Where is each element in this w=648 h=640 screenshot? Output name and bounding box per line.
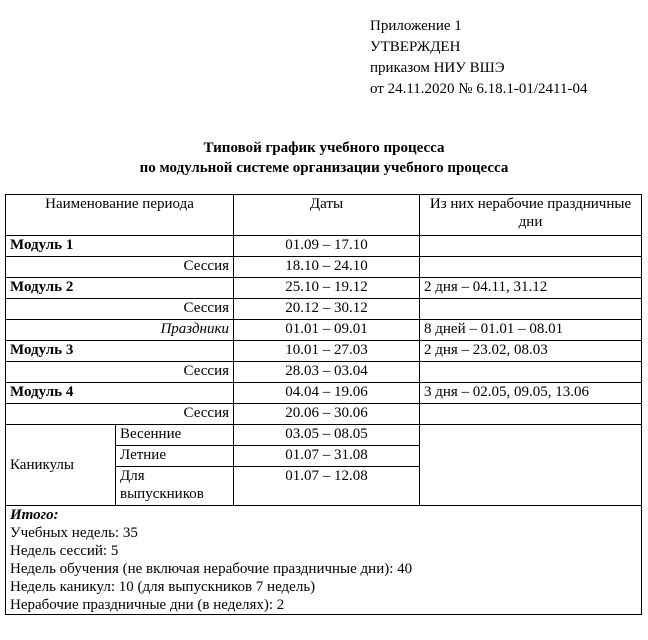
table-header-row (6, 195, 642, 236)
row-holidays: 3 дня – 02.05, 09.05, 13.06 (420, 383, 642, 404)
row-dates: 18.10 – 24.10 (234, 257, 420, 278)
row-period-name: Сессия (6, 404, 234, 425)
totals-line: Недель сессий: 5 (10, 543, 119, 559)
row-dates: 28.03 – 03.04 (234, 362, 420, 383)
row-period-name: Сессия (6, 299, 234, 320)
row-period-name: Модуль 1 (6, 236, 234, 257)
vacation-dates: 01.07 – 31.08 (234, 446, 420, 467)
row-holidays (420, 404, 642, 425)
table-row (6, 320, 642, 341)
totals-line: Нерабочие праздничные дни (в неделях): 2 (10, 597, 285, 613)
header-period: Наименование периода (6, 195, 234, 236)
row-holidays (420, 257, 642, 278)
row-period-name: Модуль 3 (6, 341, 234, 362)
row-period-name: Сессия (6, 362, 234, 383)
header-holidays: Из них нерабочие праздничные дни (420, 195, 642, 236)
approval-order: приказом НИУ ВШЭ (370, 60, 505, 76)
row-dates: 20.06 – 30.06 (234, 404, 420, 425)
vacation-dates: 03.05 – 08.05 (234, 425, 420, 446)
row-holidays: 2 дня – 23.02, 08.03 (420, 341, 642, 362)
row-dates: 20.12 – 30.12 (234, 299, 420, 320)
row-dates: 25.10 – 19.12 (234, 278, 420, 299)
row-holidays: 8 дней – 01.01 – 08.01 (420, 320, 642, 341)
approval-block (370, 16, 587, 100)
approval-appendix: Приложение 1 (370, 18, 462, 34)
header-dates: Даты (234, 195, 420, 236)
approval-date-number: от 24.11.2020 № 6.18.1-01/2411-04 (370, 81, 588, 97)
vacation-dates: 01.07 – 12.08 (234, 467, 420, 506)
totals-cell (6, 506, 642, 615)
totals-line: Недель каникул: 10 (для выпускников 7 недель) (10, 579, 316, 595)
table-row (6, 362, 642, 383)
row-holidays (420, 299, 642, 320)
schedule-table (5, 194, 642, 615)
totals-line: Учебных недель: 35 (10, 525, 138, 541)
row-dates: 10.01 – 27.03 (234, 341, 420, 362)
row-period-name: Праздники (6, 320, 234, 341)
approval-approved: УТВЕРЖДЕН (370, 39, 461, 55)
totals-row (6, 506, 642, 615)
document-title (0, 138, 648, 178)
table-row (6, 278, 642, 299)
totals-heading: Итого: (10, 507, 59, 523)
row-dates: 01.09 – 17.10 (234, 236, 420, 257)
row-holidays: 2 дня – 04.11, 31.12 (420, 278, 642, 299)
row-period-name: Модуль 2 (6, 278, 234, 299)
totals-line: Недель обучения (не включая нерабочие праздничные дни): 40 (10, 561, 413, 577)
row-period-name: Модуль 4 (6, 383, 234, 404)
table-row (6, 425, 642, 446)
table-row (6, 341, 642, 362)
vacation-name: Весенние (116, 425, 234, 446)
title-line-1: Типовой график учебного процесса (203, 140, 445, 156)
row-holidays (420, 236, 642, 257)
row-period-name: Сессия (6, 257, 234, 278)
table-row (6, 404, 642, 425)
vacation-holidays-empty (420, 425, 642, 506)
table-row (6, 383, 642, 404)
table-row (6, 236, 642, 257)
row-holidays (420, 362, 642, 383)
title-line-2: по модульной системе организации учебного процесса (139, 160, 509, 176)
table-row (6, 257, 642, 278)
vacation-name: Летние (116, 446, 234, 467)
vacation-name: Для выпускников (116, 467, 234, 506)
vacations-label: Каникулы (6, 425, 116, 506)
row-dates: 01.01 – 09.01 (234, 320, 420, 341)
row-dates: 04.04 – 19.06 (234, 383, 420, 404)
table-row (6, 299, 642, 320)
